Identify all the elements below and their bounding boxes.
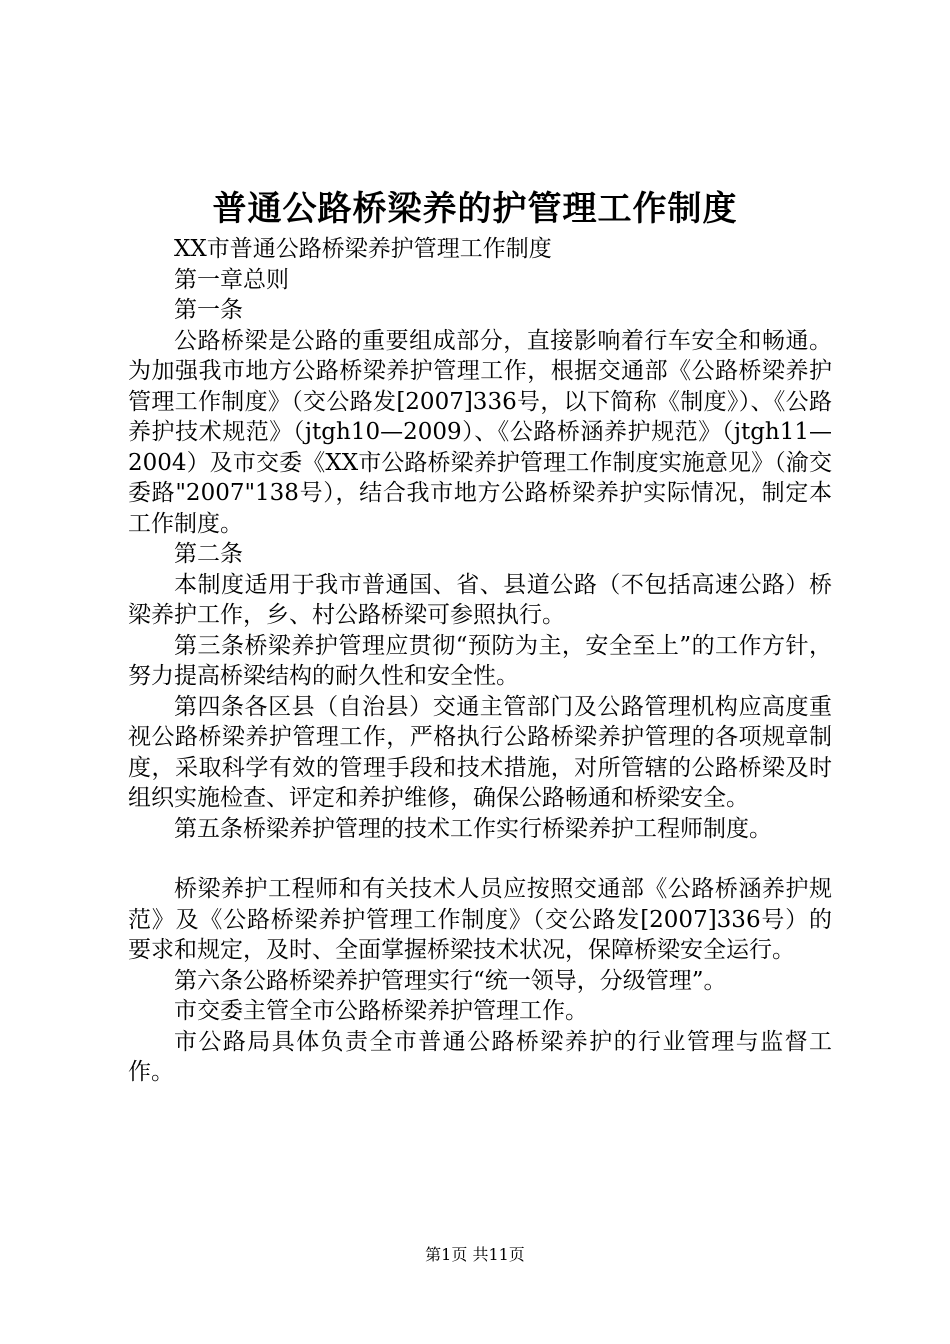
paragraph-article-6-item-2: 市公路局具体负责全市普通公路桥梁养护的行业管理与监督工作。 [128, 1028, 832, 1085]
paragraph-article-2-heading: 第二条 [174, 541, 243, 567]
paragraph-chapter-heading: 第一章总则 [174, 266, 289, 293]
paragraph-article-6-item-1: 市交委主管全市公路桥梁养护管理工作。 [174, 998, 588, 1024]
paragraph-article-3: 第三条桥梁养护管理应贯彻“预防为主，安全至上”的工作方针，努力提高桥梁结构的耐久性和安全性。 [128, 632, 832, 689]
paragraph-article-5: 第五条桥梁养护管理的技术工作实行桥梁养护工程师制度。 [174, 815, 772, 842]
paragraph-article-4: 第四条各区县（自治县）交通主管部门及公路管理机构应高度重视公路桥梁养护管理工作，严格执行公路桥梁养护管理的各项规章制度，采取科学有效的管理手段和技术措施，对所管辖的公路桥梁及时组织实施检查、评定和养护维修，确保公路畅通和桥梁安全。 [128, 693, 832, 811]
document-body [128, 234, 832, 1088]
page-footer: 第1页 共11页 [425, 1245, 525, 1264]
paragraph-subtitle: XX市普通公路桥梁养护管理工作制度 [174, 236, 552, 262]
document-title: 普通公路桥梁养的护管理工作制度 [212, 189, 738, 229]
paragraph-article-1-body: 公路桥梁是公路的重要组成部分，直接影响着行车安全和畅通。为加强我市地方公路桥梁养护管理工作，根据交通部《公路桥梁养护管理工作制度》（交公路发[2007]336号，以下简称《制度》）、《公路养护技术规范》（jtgh10—2009）、《公路桥涵养护规范》（jtgh11—2004）及市交委《XX市公路桥梁养护管理工作制度实施意见》（渝交委路"2007"138号），结合我市地方公路桥梁养护实际情况，制定本工作制度。 [128, 327, 832, 537]
paragraph-article-6: 第六条公路桥梁养护管理实行“统一领导，分级管理”。 [174, 967, 727, 994]
paragraph-article-5-body: 桥梁养护工程师和有关技术人员应按照交通部《公路桥涵养护规范》及《公路桥梁养护管理工作制度》（交公路发[2007]336号）的要求和规定，及时、全面掌握桥梁技术状况，保障桥梁安全运行。 [128, 876, 832, 963]
paragraph-article-1-heading: 第一条 [174, 297, 243, 323]
paragraph-article-2-body: 本制度适用于我市普通国、省、县道公路（不包括高速公路）桥梁养护工作，乡、村公路桥梁可参照执行。 [128, 571, 832, 628]
